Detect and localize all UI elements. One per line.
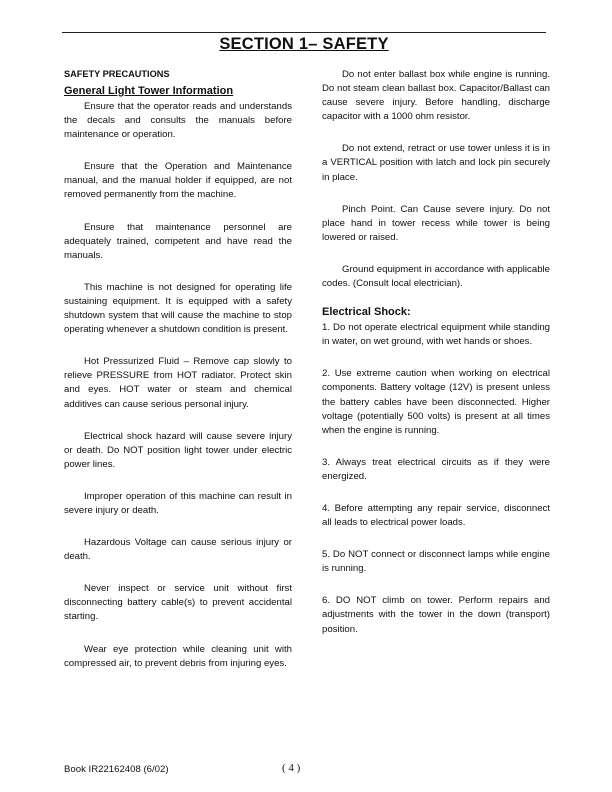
paragraph: Do not extend, retract or use tower unless it is in a VERTICAL position with latch and lock pin securely in place.: [322, 143, 550, 183]
list-item: 3. Always treat electrical circuits as if they were energized.: [322, 456, 550, 482]
electrical-shock-heading: Electrical Shock:: [322, 306, 411, 319]
paragraph: Hot Pressurized Fluid – Remove cap slowly to relieve PRESSURE from HOT radiator. Protect skin and eyes. HOT water or steam and chemical additives can cause serious personal injury.: [64, 356, 292, 410]
paragraph: Do not enter ballast box while engine is running. Do not steam clean ballast box. Capacitor/Ballast can cause severe injury. Before handling, discharge capacitor with a 1000 ohm resistor.: [322, 69, 550, 123]
list-item: 1. Do not operate electrical equipment while standing in water, on wet ground, with wet hands or shoes.: [322, 322, 550, 348]
paragraph: Ensure that the operator reads and understands the decals and consults the manuals before maintenance or operation.: [64, 101, 292, 141]
paragraph: Ensure that the Operation and Maintenance manual, and the manual holder if equipped, are not removed permanently from the machine.: [64, 161, 292, 201]
paragraph: This machine is not designed for operating life sustaining equipment. It is equipped with a safety shutdown system that will cause the machine to stop operating whenever a shutdown condition is present.: [64, 281, 292, 336]
list-item: 6. DO NOT climb on tower. Perform repairs and adjustments with the tower in the down (transport) position.: [322, 595, 550, 635]
paragraph: Ground equipment in accordance with applicable codes. (Consult local electrician).: [322, 263, 550, 290]
paragraph: Wear eye protection while cleaning unit with compressed air, to prevent debris from injuring eyes.: [64, 643, 292, 669]
paragraph: Hazardous Voltage can cause serious injury or death.: [64, 537, 292, 563]
paragraph: Pinch Point. Can Cause severe injury. Do not place hand in tower recess while tower is being lowered or raised.: [322, 203, 550, 243]
title-rule: [62, 32, 546, 33]
paragraph: Electrical shock hazard will cause severe injury or death. Do NOT position light tower under electric power lines.: [64, 430, 292, 470]
right-column: [322, 68, 550, 637]
book-number: Book IR22162408 (6/02): [64, 764, 169, 775]
list-item: 4. Before attempting any repair service, disconnect all leads to electrical power loads.: [322, 502, 550, 529]
paragraph: Never inspect or service unit without first disconnecting battery cable(s) to prevent accidental starting.: [64, 583, 292, 623]
section-title: SECTION 1– SAFETY: [219, 35, 389, 53]
list-item: 2. Use extreme caution when working on electrical components. Battery voltage (12V) is present unless the battery cables have been disconnected. Higher voltage (potentially 500 volts) is present at all times when the engine is running.: [322, 368, 550, 436]
paragraph: Improper operation of this machine can result in severe injury or death.: [64, 490, 292, 516]
page-number: ( 4 ): [282, 762, 301, 774]
left-column: [64, 68, 292, 671]
paragraph: Ensure that maintenance personnel are adequately trained, competent and have read the manuals.: [64, 221, 292, 261]
general-info-heading: General Light Tower Information: [64, 85, 234, 97]
list-item: 5. Do NOT connect or disconnect lamps while engine is running.: [322, 549, 550, 575]
safety-precautions-label: SAFETY PRECAUTIONS: [64, 69, 170, 79]
